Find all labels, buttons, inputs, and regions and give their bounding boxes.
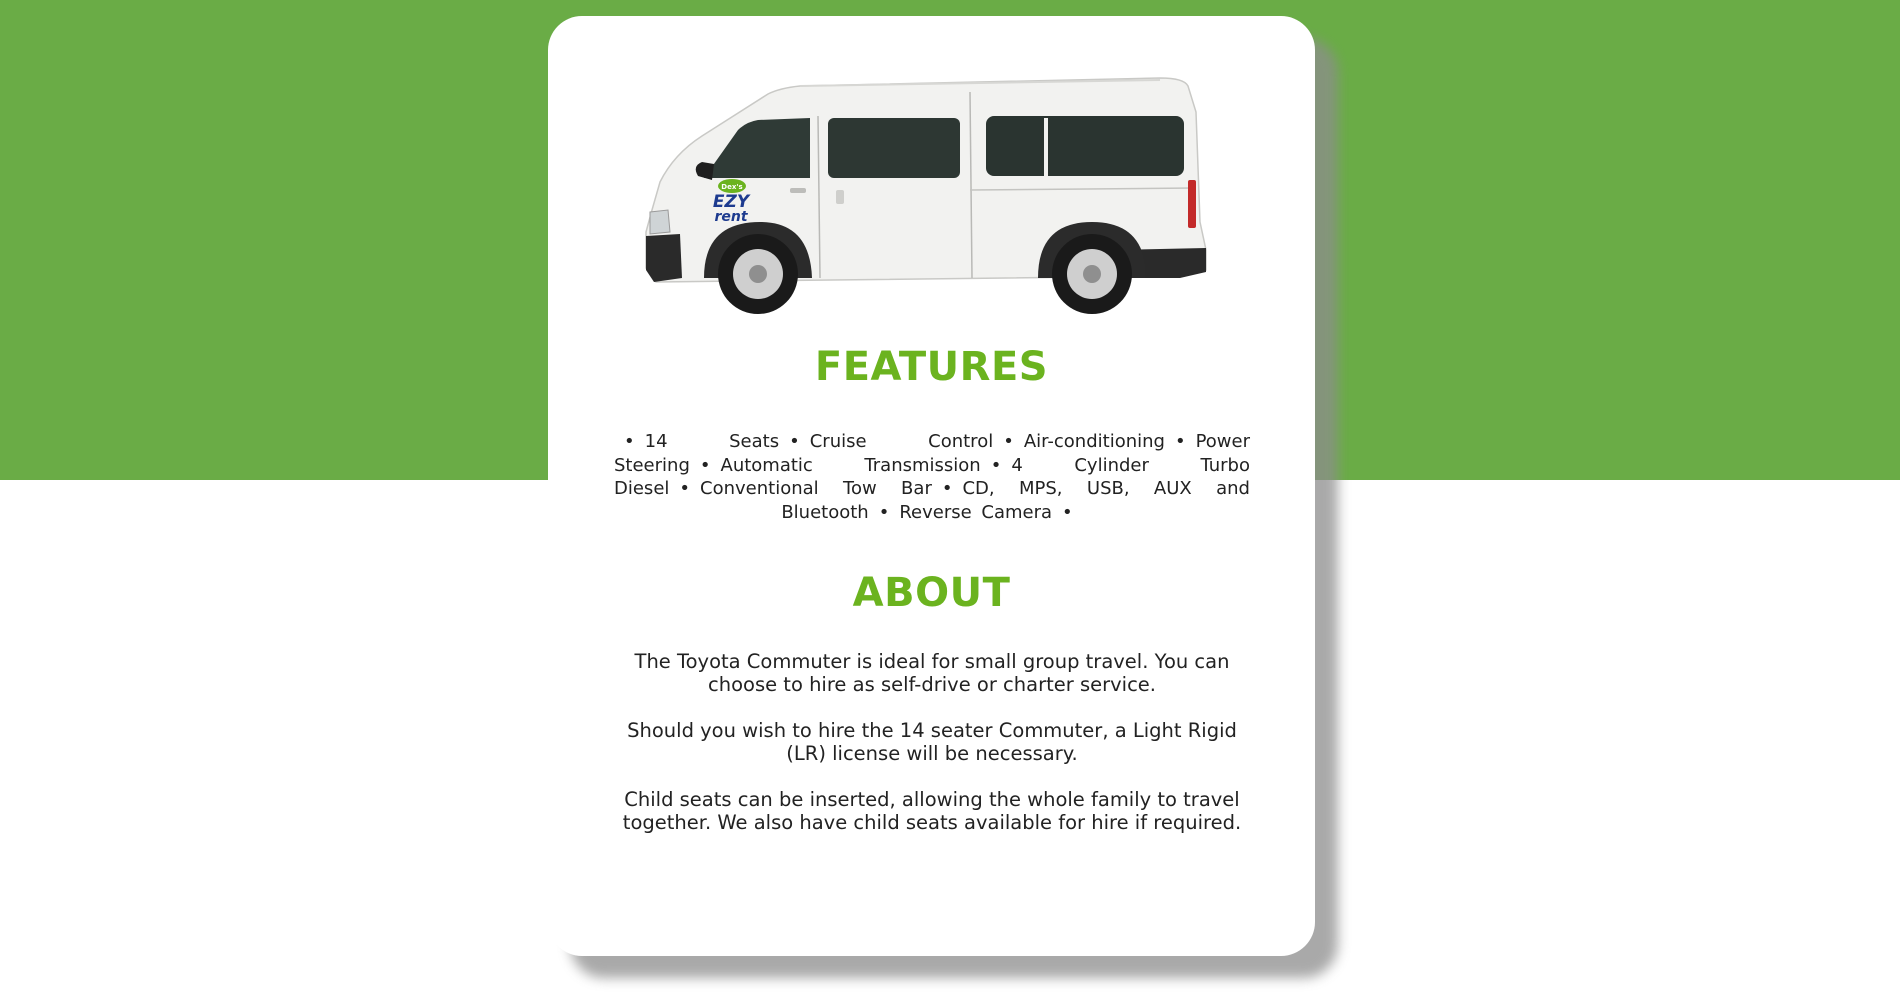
feature-separator: • bbox=[1062, 501, 1073, 523]
van-image bbox=[640, 72, 1210, 334]
ezy-rent-logo-icon bbox=[713, 179, 751, 225]
features-heading: FEATURES bbox=[814, 344, 1049, 390]
about-paragraph: Should you wish to hire the 14 seater Commuter, a Light Rigid (LR) license will be necessary. bbox=[627, 719, 1237, 765]
logo-middle-text: EZY bbox=[712, 192, 750, 212]
feature-item: 4 Cylinder Turbo Diesel bbox=[614, 454, 1250, 499]
feature-separator: • bbox=[990, 454, 1002, 476]
logo-bottom-text: rent bbox=[714, 209, 748, 225]
about-text bbox=[610, 650, 1254, 857]
feature-separator: • bbox=[1174, 431, 1186, 452]
feature-separator: • bbox=[789, 431, 800, 452]
feature-separator: • bbox=[679, 478, 691, 499]
feature-separator: • bbox=[878, 501, 890, 523]
logo-top-text: Dex's bbox=[721, 183, 743, 191]
about-paragraph: Child seats can be inserted, allowing the whole family to travel together. We also have child seats available for hire if required. bbox=[622, 788, 1242, 834]
feature-item: Air-conditioning bbox=[1023, 431, 1165, 452]
feature-item: Reverse Camera bbox=[899, 501, 1053, 523]
about-heading: ABOUT bbox=[852, 570, 1011, 616]
vehicle-card bbox=[548, 16, 1315, 956]
about-paragraph: The Toyota Commuter is ideal for small group travel. You can choose to hire as self-drive or charter service. bbox=[634, 650, 1230, 696]
feature-item: Conventional Tow Bar bbox=[700, 478, 932, 499]
features-list bbox=[614, 430, 1250, 524]
feature-item: Automatic Transmission bbox=[720, 454, 981, 476]
feature-item: Power Steering bbox=[614, 431, 1250, 476]
feature-separator: • bbox=[624, 431, 635, 452]
feature-item: CD, MPS, USB, AUX and Bluetooth bbox=[781, 478, 1250, 523]
feature-item: Cruise Control bbox=[809, 431, 994, 452]
van-illustration-icon bbox=[640, 72, 1210, 334]
feature-separator: • bbox=[941, 478, 953, 499]
feature-separator: • bbox=[1003, 431, 1014, 452]
feature-separator: • bbox=[699, 454, 711, 476]
feature-item: 14 Seats bbox=[644, 431, 780, 452]
